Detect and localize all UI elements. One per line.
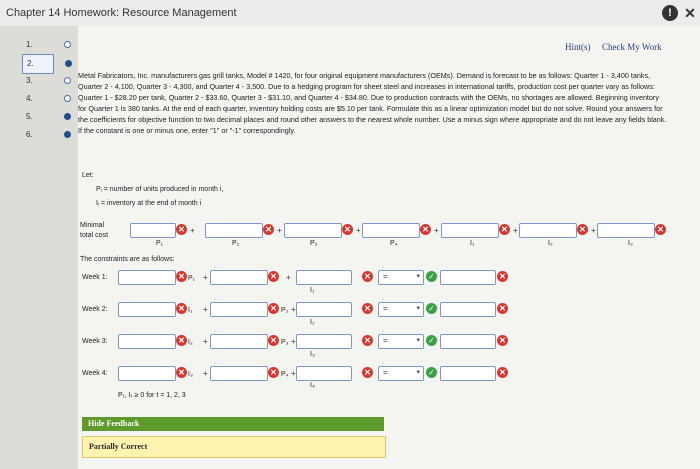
week-label: Week 1:: [82, 274, 108, 281]
var-label: P₁: [188, 275, 196, 282]
sidebar-item-1[interactable]: [22, 36, 52, 54]
var-label: P₁: [156, 240, 164, 247]
incorrect-icon: ✕: [362, 367, 373, 378]
sidebar-item-label: 3.: [26, 76, 33, 85]
constraint-coef[interactable]: [296, 334, 352, 349]
constraint-coef[interactable]: [296, 270, 352, 285]
incorrect-icon: ✕: [497, 367, 508, 378]
week-label: Week 3:: [82, 338, 108, 345]
sidebar-item-label: 4.: [26, 94, 33, 103]
status-badge: Partially Correct: [82, 436, 386, 458]
correct-icon: ✓: [426, 335, 437, 346]
incorrect-icon: ✕: [268, 271, 279, 282]
constraint-coef[interactable]: [118, 366, 176, 381]
constraint-rhs[interactable]: [440, 302, 496, 317]
sidebar-item-label: 1.: [26, 40, 33, 49]
incorrect-icon: ✕: [577, 224, 588, 235]
let-label: Let:: [82, 172, 94, 179]
var-label: P₄: [281, 371, 289, 378]
relation-select[interactable]: = ▾: [378, 366, 424, 381]
objective-label-2: total cost: [80, 232, 109, 239]
info-icon[interactable]: !: [662, 5, 678, 21]
incorrect-icon: ✕: [362, 271, 373, 282]
var-label: I₂: [548, 240, 553, 247]
var-label: P₂: [281, 307, 289, 314]
incorrect-icon: ✕: [268, 335, 279, 346]
var-label: I₂: [310, 319, 315, 326]
nonnegativity-constraint: Pₜ, Iₜ ≥ 0 for t = 1, 2, 3: [118, 392, 186, 399]
objective-coef-i3[interactable]: [597, 223, 655, 238]
var-label: P₃: [281, 339, 289, 346]
sidebar-item-4[interactable]: [22, 90, 52, 108]
problem-text: Metal Fabricators, Inc. manufacturers gas grill tanks, Model # 1420, for four original equipment manufacturers (OEMs). Demand is forecast to be as follows: Quarter 1 - 3,400 tanks, Quarter 2 - 4,100, Quarter 3 - 4,300, and Quarter 4 - 3,500. Due to a hedging program for sheet steel and increases in international tariffs, production cost per quarter vary as follows: Quarter 1 - $28.20 per tank, Quarter 2 - $33.60, Quarter 3 - $31.10, and Quarter 4 - $34.80. Due to production contracts with the OEMs, no shortages are allowed. Beginning inventory for Quarter 1 is 380 tanks. At the end of each quarter, inventory holding costs are $5.10 per tank. Formulate this as a linear optimization model but do not solve. Round your answers for the coefficients for objective function to two decimal places and round other answers to the nearest whole number. Use a minus sign where appropriate and do not leave any fields blank. If the constant is one or minus one, enter "1" or "-1" correspondingly.: [78, 71, 667, 135]
objective-label-1: Minimal: [80, 222, 105, 229]
week-label: Week 2:: [82, 306, 108, 313]
constraints-header: The constraints are as follows:: [80, 256, 175, 263]
status-dot-icon: [64, 41, 71, 48]
correct-icon: ✓: [426, 271, 437, 282]
correct-icon: ✓: [426, 303, 437, 314]
var-label: P₃: [310, 240, 318, 247]
var-label: I₃: [628, 240, 633, 247]
var-label: P₂: [232, 240, 240, 247]
incorrect-icon: ✕: [497, 303, 508, 314]
var-label: I₄: [310, 382, 315, 389]
incorrect-icon: ✕: [342, 224, 353, 235]
status-dot-icon: [64, 95, 71, 102]
incorrect-icon: ✕: [176, 367, 187, 378]
objective-coef-p4[interactable]: [362, 223, 420, 238]
correct-icon: ✓: [426, 367, 437, 378]
incorrect-icon: ✕: [362, 335, 373, 346]
var-label: I₂: [188, 339, 193, 346]
var-label: I₁: [188, 307, 193, 314]
objective-coef-p2[interactable]: [205, 223, 263, 238]
constraint-rhs[interactable]: [440, 366, 496, 381]
constraint-coef[interactable]: [210, 270, 268, 285]
objective-coef-i1[interactable]: [441, 223, 499, 238]
objective-coef-i2[interactable]: [519, 223, 577, 238]
incorrect-icon: ✕: [420, 224, 431, 235]
incorrect-icon: ✕: [268, 303, 279, 314]
status-dot-icon: [64, 131, 71, 138]
sidebar-item-label: 6.: [26, 130, 33, 139]
hide-feedback-button[interactable]: Hide Feedback: [82, 417, 384, 431]
incorrect-icon: ✕: [497, 335, 508, 346]
var-label: I₁: [310, 287, 315, 294]
relation-select[interactable]: = ▾: [378, 302, 424, 317]
constraint-coef[interactable]: [296, 302, 352, 317]
relation-select[interactable]: = ▾: [378, 334, 424, 349]
question-sidebar: [0, 26, 78, 469]
window-title: Chapter 14 Homework: Resource Management: [6, 7, 237, 19]
var-label: P₄: [390, 240, 398, 247]
sidebar-item-3[interactable]: [22, 72, 52, 90]
sidebar-item-2[interactable]: [22, 54, 54, 74]
sidebar-item-6[interactable]: [22, 126, 52, 144]
week-label: Week 4:: [82, 370, 108, 377]
relation-select[interactable]: = ▾: [378, 270, 424, 285]
constraint-coef[interactable]: [296, 366, 352, 381]
var-label: I₃: [310, 351, 315, 358]
constraint-rhs[interactable]: [440, 334, 496, 349]
objective-coef-p1[interactable]: [130, 223, 176, 238]
i-definition: Iᵢ = inventory at the end of month i: [96, 200, 202, 207]
objective-coef-p3[interactable]: [284, 223, 342, 238]
status-dot-icon: [65, 60, 72, 67]
close-icon[interactable]: ✕: [684, 5, 696, 21]
hint-link[interactable]: Hint(s): [565, 42, 591, 52]
constraint-coef[interactable]: [210, 366, 268, 381]
var-label: I₃: [188, 371, 193, 378]
p-definition: Pᵢ = number of units produced in month i,: [96, 186, 224, 193]
check-my-work-link[interactable]: Check My Work: [602, 42, 662, 52]
incorrect-icon: ✕: [176, 271, 187, 282]
constraint-coef[interactable]: [118, 334, 176, 349]
sidebar-item-label: 2.: [27, 59, 34, 68]
constraint-coef[interactable]: [210, 334, 268, 349]
incorrect-icon: ✕: [263, 224, 274, 235]
incorrect-icon: ✕: [176, 303, 187, 314]
constraint-coef[interactable]: [118, 302, 176, 317]
constraint-coef[interactable]: [118, 270, 176, 285]
incorrect-icon: ✕: [176, 335, 187, 346]
status-dot-icon: [64, 113, 71, 120]
sidebar-item-label: 5.: [26, 112, 33, 121]
status-dot-icon: [64, 77, 71, 84]
var-label: I₁: [470, 240, 475, 247]
incorrect-icon: ✕: [362, 303, 373, 314]
constraint-rhs[interactable]: [440, 270, 496, 285]
incorrect-icon: ✕: [497, 271, 508, 282]
incorrect-icon: ✕: [499, 224, 510, 235]
incorrect-icon: ✕: [268, 367, 279, 378]
title-bar: [0, 0, 700, 27]
constraint-coef[interactable]: [210, 302, 268, 317]
incorrect-icon: ✕: [176, 224, 187, 235]
incorrect-icon: ✕: [655, 224, 666, 235]
sidebar-item-5[interactable]: [22, 108, 52, 126]
